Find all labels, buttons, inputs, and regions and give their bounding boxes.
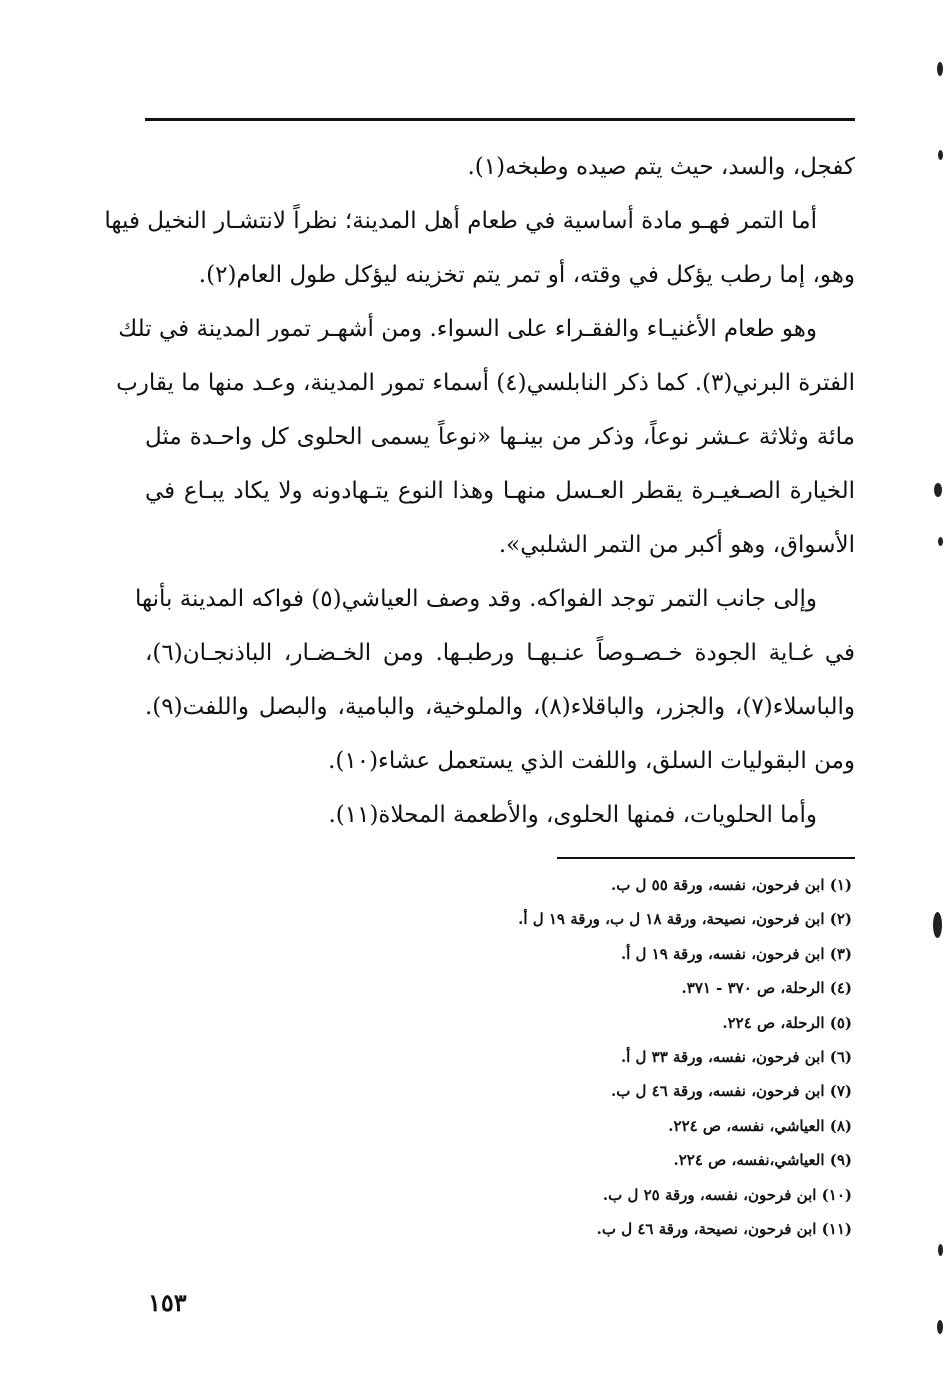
- footnote: (١) ابن فرحون، نفسه، ورقة ٥٥ ل ب.: [610, 876, 852, 894]
- text-line: الأسواق، وهو أكبر من التمر الشلبي».: [498, 532, 855, 558]
- text-line: مائة وثلاثة عـشر نوعاً، وذكر من بينـها «نوعاً يسمى الحلوى كل واحـدة مثل: [145, 424, 855, 450]
- text-line: الخيارة الصـغيـرة يقطر العـسل منهـا وهذا النوع يتـهادونه ولا يكاد يبـاع في: [145, 478, 855, 504]
- scan-edge-mark: [938, 1244, 943, 1256]
- text-line: وإلى جانب التمر توجد الفواكه. وقد وصف العياشي(٥) فواكه المدينة بأنها: [134, 586, 817, 612]
- main-text: [104, 140, 855, 842]
- text-line: كفجل، والسد، حيث يتم صيده وطبخه(١).: [467, 154, 855, 180]
- scan-edge-mark: [937, 1320, 943, 1334]
- footnote: (٥) الرحلة، ص ٢٢٤.: [722, 1013, 852, 1032]
- footnote: (٣) ابن فرحون، نفسه، ورقة ١٩ ل أ.: [620, 944, 852, 963]
- text-line: وهو طعام الأغنيـاء والفقـراء على السواء. ومن أشهـر تمور المدينة في تلك: [118, 316, 817, 342]
- text-line: وأما الحلويات، فمنها الحلوى، والأطعمة المحلاة(١١).: [328, 802, 817, 828]
- scan-edge-mark: [933, 912, 942, 938]
- scan-edge-mark: [934, 483, 942, 497]
- footnote: (٦) ابن فرحون، نفسه، ورقة ٣٣ ل أ.: [620, 1048, 852, 1067]
- text-line: في غـاية الجودة خـصـوصاً عنـبهـا ورطبـها. ومن الخـضـار، الباذنجـان(٦)،: [145, 640, 855, 666]
- footnotes: [432, 868, 852, 1246]
- footnote: (٢) ابن فرحون، نصيحة، ورقة ١٨ ل ب، ورقة ١٩ ل أ.: [518, 910, 852, 929]
- text-line: الفترة البرني(٣). كما ذكر النابلسي(٤) أسماء تمور المدينة، وعـد منها ما يقارب: [116, 370, 855, 396]
- text-line: والباسلاء(٧)، والجزر، والباقلاء(٨)، والملوخية، والبامية، والبصل واللفت(٩).: [145, 694, 855, 720]
- scan-edge-mark: [938, 537, 943, 546]
- footnote: (٩) العياشي،نفسه، ص ٢٢٤.: [673, 1151, 852, 1170]
- footnote: (٨) العياشي، نفسه، ص ٢٢٤.: [668, 1116, 852, 1135]
- text-line: ومن البقوليات السلق، واللفت الذي يستعمل عشاء(١٠).: [328, 748, 855, 774]
- footnote: (١٠) ابن فرحون، نفسه، ورقة ٢٥ ل ب.: [602, 1185, 852, 1204]
- page-number: ١٥٣: [148, 1288, 187, 1317]
- header-rule: [145, 118, 855, 121]
- footnote: (١١) ابن فرحون، نصيحة، ورقة ٤٦ ل ب.: [596, 1220, 852, 1239]
- text-line: أما التمر فهـو مادة أساسية في طعام أهل المدينة؛ نظراً لانتشـار النخيل فيها: [104, 208, 817, 234]
- footnote-rule: [557, 857, 855, 859]
- footnote: (٤) الرحلة، ص ٣٧٠ - ٣٧١.: [681, 979, 852, 998]
- scan-edge-mark: [938, 150, 943, 160]
- footnote: (٧) ابن فرحون، نفسه، ورقة ٤٦ ل ب.: [610, 1082, 852, 1101]
- text-line: وهو، إما رطب يؤكل في وقته، أو تمر يتم تخزينه ليؤكل طول العام(٢).: [198, 262, 855, 288]
- scan-edge-mark: [937, 62, 943, 76]
